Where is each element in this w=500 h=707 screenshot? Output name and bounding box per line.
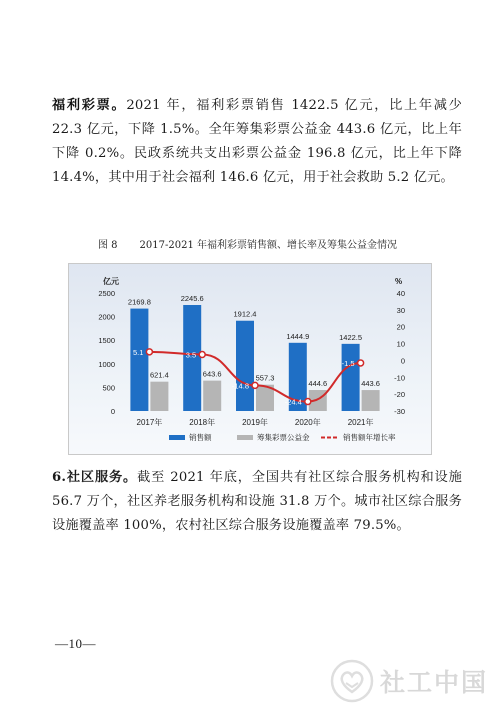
paragraph-body: 2021 年，福利彩票销售 1422.5 亿元，比上年减少 22.3 亿元，下降 1.5%。全年筹集彩票公益金 443.6 亿元，比上年下降 0.2%。民政系统共支出彩票公益金 196.8 亿元，比上年下降 14.4%，其中用于社会福利 146.6 亿元，用于社会救助 5.2 亿元。 [52, 98, 462, 185]
growth-rate-data-label: 3.5 [185, 350, 197, 360]
y-left-tick-label: 2500 [98, 289, 115, 298]
y-right-tick-label: 0 [400, 356, 405, 366]
growth-rate-data-label: 5.1 [132, 347, 144, 357]
y-left-tick-label: 500 [102, 383, 115, 393]
y-right-tick-label: 10 [396, 339, 405, 349]
x-tick-label: 2018年 [189, 418, 216, 427]
watermark-text: 社工中国 [380, 668, 489, 697]
heart-hands-logo-icon [330, 659, 374, 703]
y-left-tick-label: 1000 [98, 359, 115, 369]
growth-rate-data-label: -14.8 [231, 381, 249, 391]
legend-swatch-fund [237, 435, 253, 440]
bar-sales-data-label: 2245.6 [180, 294, 204, 304]
bar-fund-data-label: 444.6 [308, 379, 328, 389]
x-tick-label: 2019年 [242, 418, 268, 427]
y-left-tick-label: 1500 [98, 336, 115, 346]
bar-sales-data-label: 1444.9 [286, 331, 310, 341]
watermark [330, 658, 496, 704]
growth-rate-data-label: -24.4 [284, 397, 302, 407]
legend-swatch-sales [169, 435, 185, 440]
page-number: —10— [55, 636, 96, 651]
chart-container [68, 263, 432, 455]
y-left-tick-label: 2000 [98, 312, 115, 322]
legend-label-fund: 筹集彩票公益金 [257, 433, 310, 442]
y-right-axis-label: % [395, 277, 403, 286]
bar-sales-data-label: 2169.8 [127, 297, 151, 307]
bar-fund [150, 382, 168, 411]
y-right-tick-label: -30 [394, 407, 405, 416]
y-right-tick-label: 20 [396, 322, 405, 332]
y-left-tick-label: 0 [110, 407, 115, 416]
growth-rate-point [199, 352, 205, 358]
bar-sales [236, 321, 254, 411]
growth-rate-point [358, 360, 364, 366]
growth-rate-point [146, 349, 152, 355]
bar-fund [362, 390, 380, 411]
bar-fund-data-label: 443.6 [361, 379, 380, 389]
paragraph-lead: 福利彩票。 [52, 98, 127, 113]
x-tick-label: 2021年 [347, 418, 374, 427]
growth-rate-point [305, 399, 311, 405]
bar-fund-data-label: 643.6 [202, 369, 222, 379]
figure-caption [98, 236, 397, 251]
y-right-tick-label: -10 [394, 373, 405, 383]
paragraph-community-service [52, 466, 462, 538]
y-right-tick-label: 30 [396, 305, 405, 315]
legend-label-growth: 销售额年增长率 [343, 433, 396, 442]
x-tick-label: 2020年 [294, 418, 321, 427]
bar-sales [342, 344, 360, 411]
paragraph-welfare-lottery [52, 94, 462, 190]
bar-sales-data-label: 1422.5 [339, 332, 363, 342]
paragraph-lead: 6.社区服务。 [52, 470, 138, 485]
growth-rate-data-label: -1.5 [341, 358, 355, 368]
growth-rate-point [252, 382, 258, 388]
bar-sales [130, 309, 148, 411]
y-right-tick-label: -20 [394, 390, 405, 400]
figure-number: 图 8 [98, 240, 118, 251]
bar-fund [203, 381, 221, 411]
y-left-axis-label: 亿元 [103, 277, 119, 286]
paragraph-body: 截至 2021 年底，全国共有社区综合服务机构和设施 56.7 万个，社区养老服务机构和设施 31.8 万个。城市社区综合服务设施覆盖率 100%，农村社区综合服务设施覆盖率 79.5%。 [52, 470, 462, 533]
lottery-chart [69, 264, 431, 454]
bar-fund-data-label: 621.4 [150, 370, 169, 380]
legend-label-sales: 销售额 [189, 433, 212, 442]
bar-fund-data-label: 557.3 [255, 373, 275, 383]
figure-title: 2017-2021 年福利彩票销售额、增长率及筹集公益金情况 [139, 240, 398, 251]
y-right-tick-label: 40 [396, 289, 405, 298]
bar-sales-data-label: 1912.4 [233, 309, 257, 319]
x-tick-label: 2017年 [136, 418, 163, 427]
